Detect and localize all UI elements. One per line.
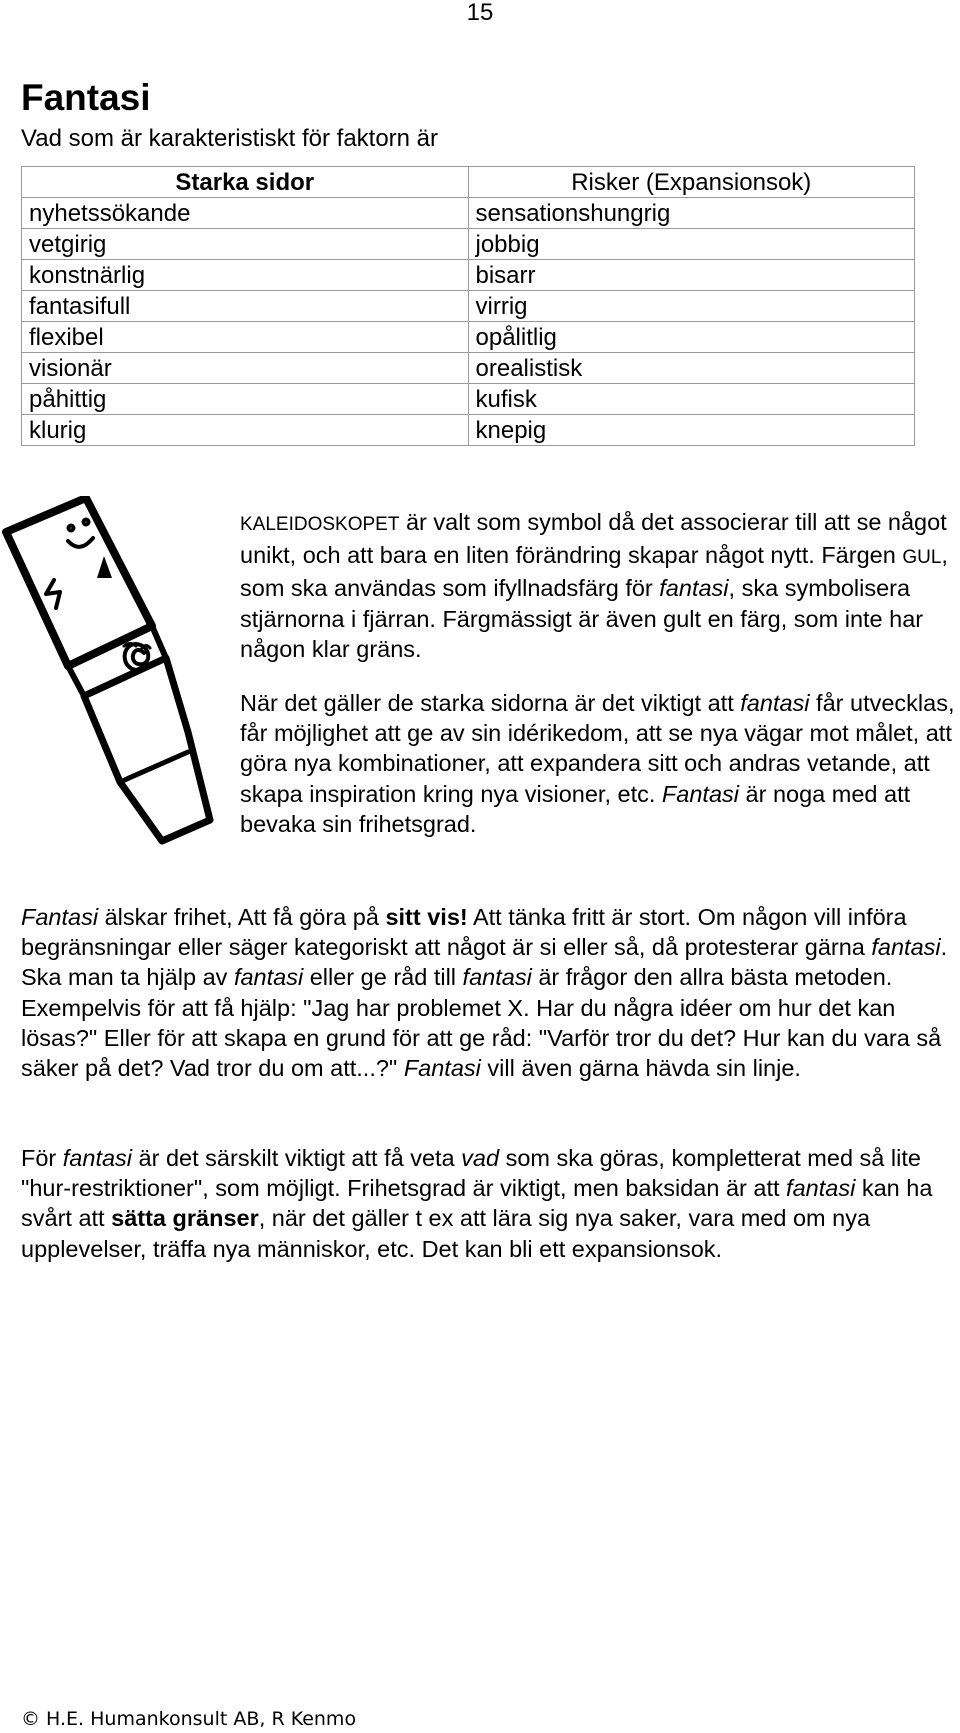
italic-text: fantasi — [462, 964, 532, 991]
italic-text: Fantasi — [403, 1055, 481, 1082]
table-row — [22, 260, 915, 291]
italic-text: vad — [461, 1145, 500, 1171]
copyright-footer: © H.E. Humankonsult AB, R Kenmo — [21, 1708, 357, 1730]
strength-cell: visionär — [22, 353, 469, 384]
text-run: , ska symbolisera stjärnorna i fjärran. Färgmässigt är även gult en färg, som inte har någon klar gräns. — [240, 575, 924, 662]
risk-cell: kufisk — [468, 384, 915, 415]
italic-text: fantasi — [740, 690, 810, 716]
smallcaps-text: GUL — [902, 547, 942, 569]
italic-text: fantasi — [233, 964, 304, 991]
italic-text: Fantasi — [21, 904, 99, 930]
text-run: , som ska användas som ifyllnadsfärg för — [240, 542, 948, 602]
text-run: älskar frihet, Att få göra på — [98, 904, 386, 930]
table-row — [22, 353, 915, 384]
risk-cell: jobbig — [468, 229, 915, 260]
symbol-paragraph — [240, 507, 960, 664]
strength-cell: flexibel — [22, 322, 469, 353]
section-intro: Vad som är karakteristiskt för faktorn är — [21, 125, 439, 152]
strengths-paragraph — [240, 688, 960, 839]
text-run: När det gäller de starka sidorna är det viktigt att — [240, 690, 741, 716]
text-run: , när det gäller t ex att lära sig nya saker, vara med om nya upplevelser, träffa nya människor, etc. Det kan bli ett expansionsok. — [21, 1205, 871, 1262]
column-header-strengths: Starka sidor — [22, 167, 469, 198]
table-row — [22, 229, 915, 260]
bold-text: sitt vis! — [385, 904, 468, 930]
text-run: är valt som symbol då det associerar till att se något unikt, och att bara en liten förändring skapar något nytt. Färgen — [240, 509, 947, 569]
risk-cell: orealistisk — [468, 353, 915, 384]
strength-cell: fantasifull — [22, 291, 469, 322]
risk-cell: opålitlig — [468, 322, 915, 353]
table-row — [22, 415, 915, 446]
italic-text: fantasi — [62, 1145, 133, 1171]
italic-text: fantasi — [659, 575, 729, 602]
strength-cell: påhittig — [22, 384, 469, 415]
text-run: är noga med att bevaka sin frihetsgrad. — [240, 780, 911, 837]
column-header-risks: Risker (Expansionsok) — [468, 167, 915, 198]
table-row — [22, 291, 915, 322]
table-row — [22, 198, 915, 229]
strength-cell: klurig — [22, 415, 469, 446]
strength-cell: vetgirig — [22, 229, 469, 260]
page-title: Fantasi — [21, 77, 151, 118]
text-run: vill även gärna hävda sin linje. — [480, 1055, 801, 1082]
risk-cell: bisarr — [468, 260, 915, 291]
traits-table — [21, 166, 915, 446]
text-run: är det särskilt viktigt att få veta — [132, 1145, 462, 1171]
table-header-row — [22, 167, 915, 198]
risk-cell: virrig — [468, 291, 915, 322]
text-run: För — [21, 1145, 63, 1171]
italic-text: fantasi — [786, 1175, 856, 1202]
freedom-paragraph — [21, 902, 960, 1083]
strength-cell: konstnärlig — [22, 260, 469, 291]
text-run: får utvecklas, får möjlighet att ge av sin idérikedom, att se nya vägar mot målet, att göra nya kombinationer, att expandera sitt och andras vetande, att skapa inspiration kring nya visioner, etc. — [240, 690, 955, 807]
smallcaps-text: KALEIDOSKOPET — [240, 514, 400, 535]
strength-cell: nyhetssökande — [22, 198, 469, 229]
table-row — [22, 322, 915, 353]
advice-paragraph — [21, 1143, 960, 1264]
text-run: som ska göras, kompletterat med så lite "hur-restriktioner", som möjligt. Frihetsgrad är viktigt, men baksidan är att — [21, 1145, 921, 1202]
italic-text: fantasi — [871, 934, 941, 961]
text-run: eller ge råd till — [303, 964, 463, 991]
text-run: Att tänka fritt är stort. Om någon vill införa begränsningar eller säger kategoriskt att något är si eller så, då protesterar gärna — [21, 904, 907, 961]
risk-cell: knepig — [468, 415, 915, 446]
page-number: 15 — [466, 0, 494, 26]
bold-text: sätta gränser — [111, 1205, 259, 1232]
risk-cell: sensationshungrig — [468, 198, 915, 229]
text-run: . Ska man ta hjälp av — [21, 934, 948, 991]
text-run: kan ha svårt att — [21, 1175, 933, 1232]
kaleidoscope-marker-icon — [0, 496, 230, 846]
italic-text: Fantasi — [661, 780, 739, 807]
table-row — [22, 384, 915, 415]
text-run: är frågor den allra bästa metoden. Exempelvis för att få hjälp: "Jag har problemet X. Har du några idéer om hur det kan lösas?" Eller för att skapa en grund för att ge råd: "Varför tror du det? Hur kan du vara så säker på det? Vad tror du om att...?" — [21, 964, 942, 1082]
